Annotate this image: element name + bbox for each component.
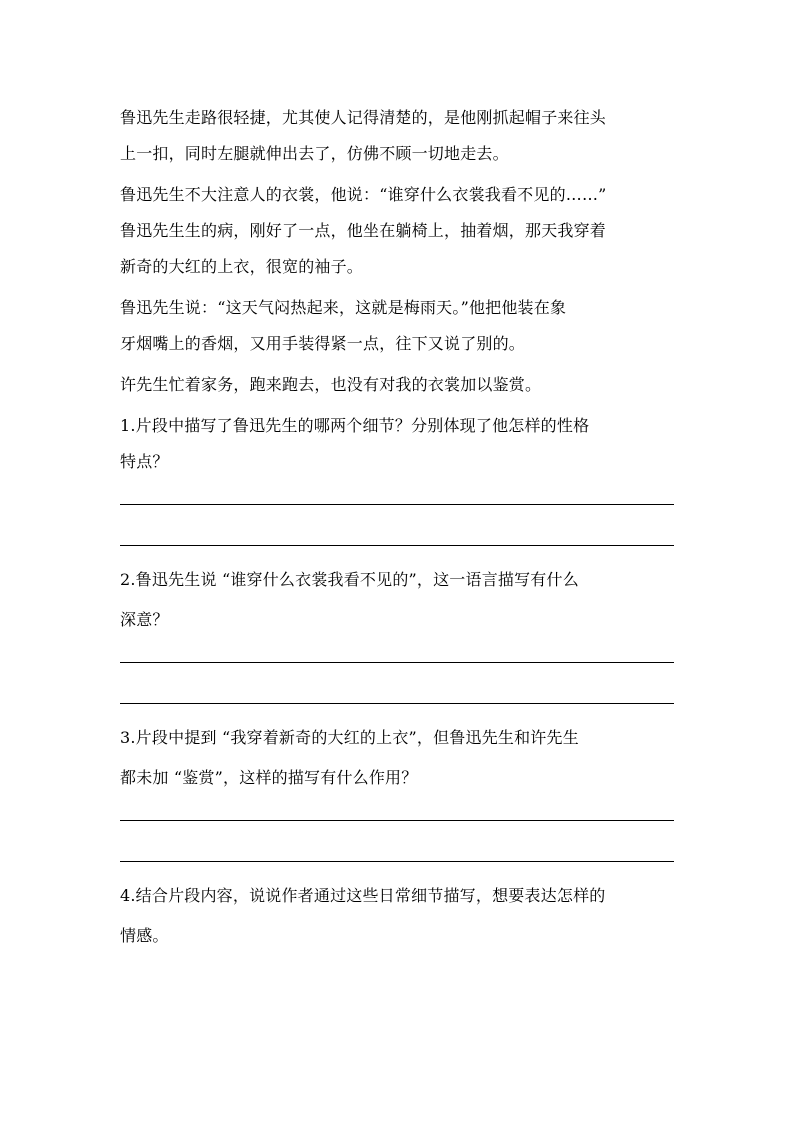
question-1 bbox=[120, 408, 674, 546]
passage-line: 许先生忙着家务，跑来跑去，也没有对我的衣裳加以鉴赏。 bbox=[120, 375, 542, 394]
passage-line: 上一扣，同时左腿就伸出去了，仿佛不顾一切地走去。 bbox=[120, 144, 509, 163]
passage-line: 牙烟嘴上的香烟，又用手装得紧一点，往下又说了别的。 bbox=[120, 334, 526, 353]
passage-line: 新奇的大红的上衣，很宽的袖子。 bbox=[120, 257, 364, 276]
answer-line[interactable] bbox=[120, 545, 674, 546]
question-text: 1.片段中描写了鲁迅先生的哪两个细节？分别体现了他怎样的性格 bbox=[120, 416, 590, 435]
question-3 bbox=[120, 720, 674, 862]
passage-line: 鲁迅先生说：“这天气闷热起来，这就是梅雨天。”他把他装在象 bbox=[120, 298, 567, 317]
question-text: 深意？ bbox=[120, 610, 169, 629]
passage-line: 鲁迅先生不大注意人的衣裳，他说：“谁穿什么衣裳我看不见的……” bbox=[120, 185, 607, 204]
question-text: 2.鲁迅先生说 “谁穿什么衣裳我看不见的”，这一语言描写有什么 bbox=[120, 570, 579, 589]
question-text: 都未加 “鉴赏”，这样的描写有什么作用？ bbox=[120, 768, 418, 787]
question-text: 情感。 bbox=[120, 926, 169, 945]
answer-line[interactable] bbox=[120, 861, 674, 862]
question-text: 4.结合片段内容，说说作者通过这些日常细节描写，想要表达怎样的 bbox=[120, 886, 606, 905]
passage bbox=[120, 100, 674, 403]
worksheet-page bbox=[120, 100, 674, 954]
answer-line[interactable] bbox=[120, 703, 674, 704]
passage-line: 鲁迅先生走路很轻捷，尤其使人记得清楚的，是他刚抓起帽子来往头 bbox=[120, 108, 607, 127]
passage-line: 鲁迅先生生的病，刚好了一点，他坐在躺椅上，抽着烟，那天我穿着 bbox=[120, 221, 607, 240]
question-text: 特点？ bbox=[120, 452, 169, 471]
question-2 bbox=[120, 562, 674, 704]
question-4 bbox=[120, 878, 674, 954]
question-text: 3.片段中提到 “我穿着新奇的大红的上衣”，但鲁迅先生和许先生 bbox=[120, 728, 579, 747]
